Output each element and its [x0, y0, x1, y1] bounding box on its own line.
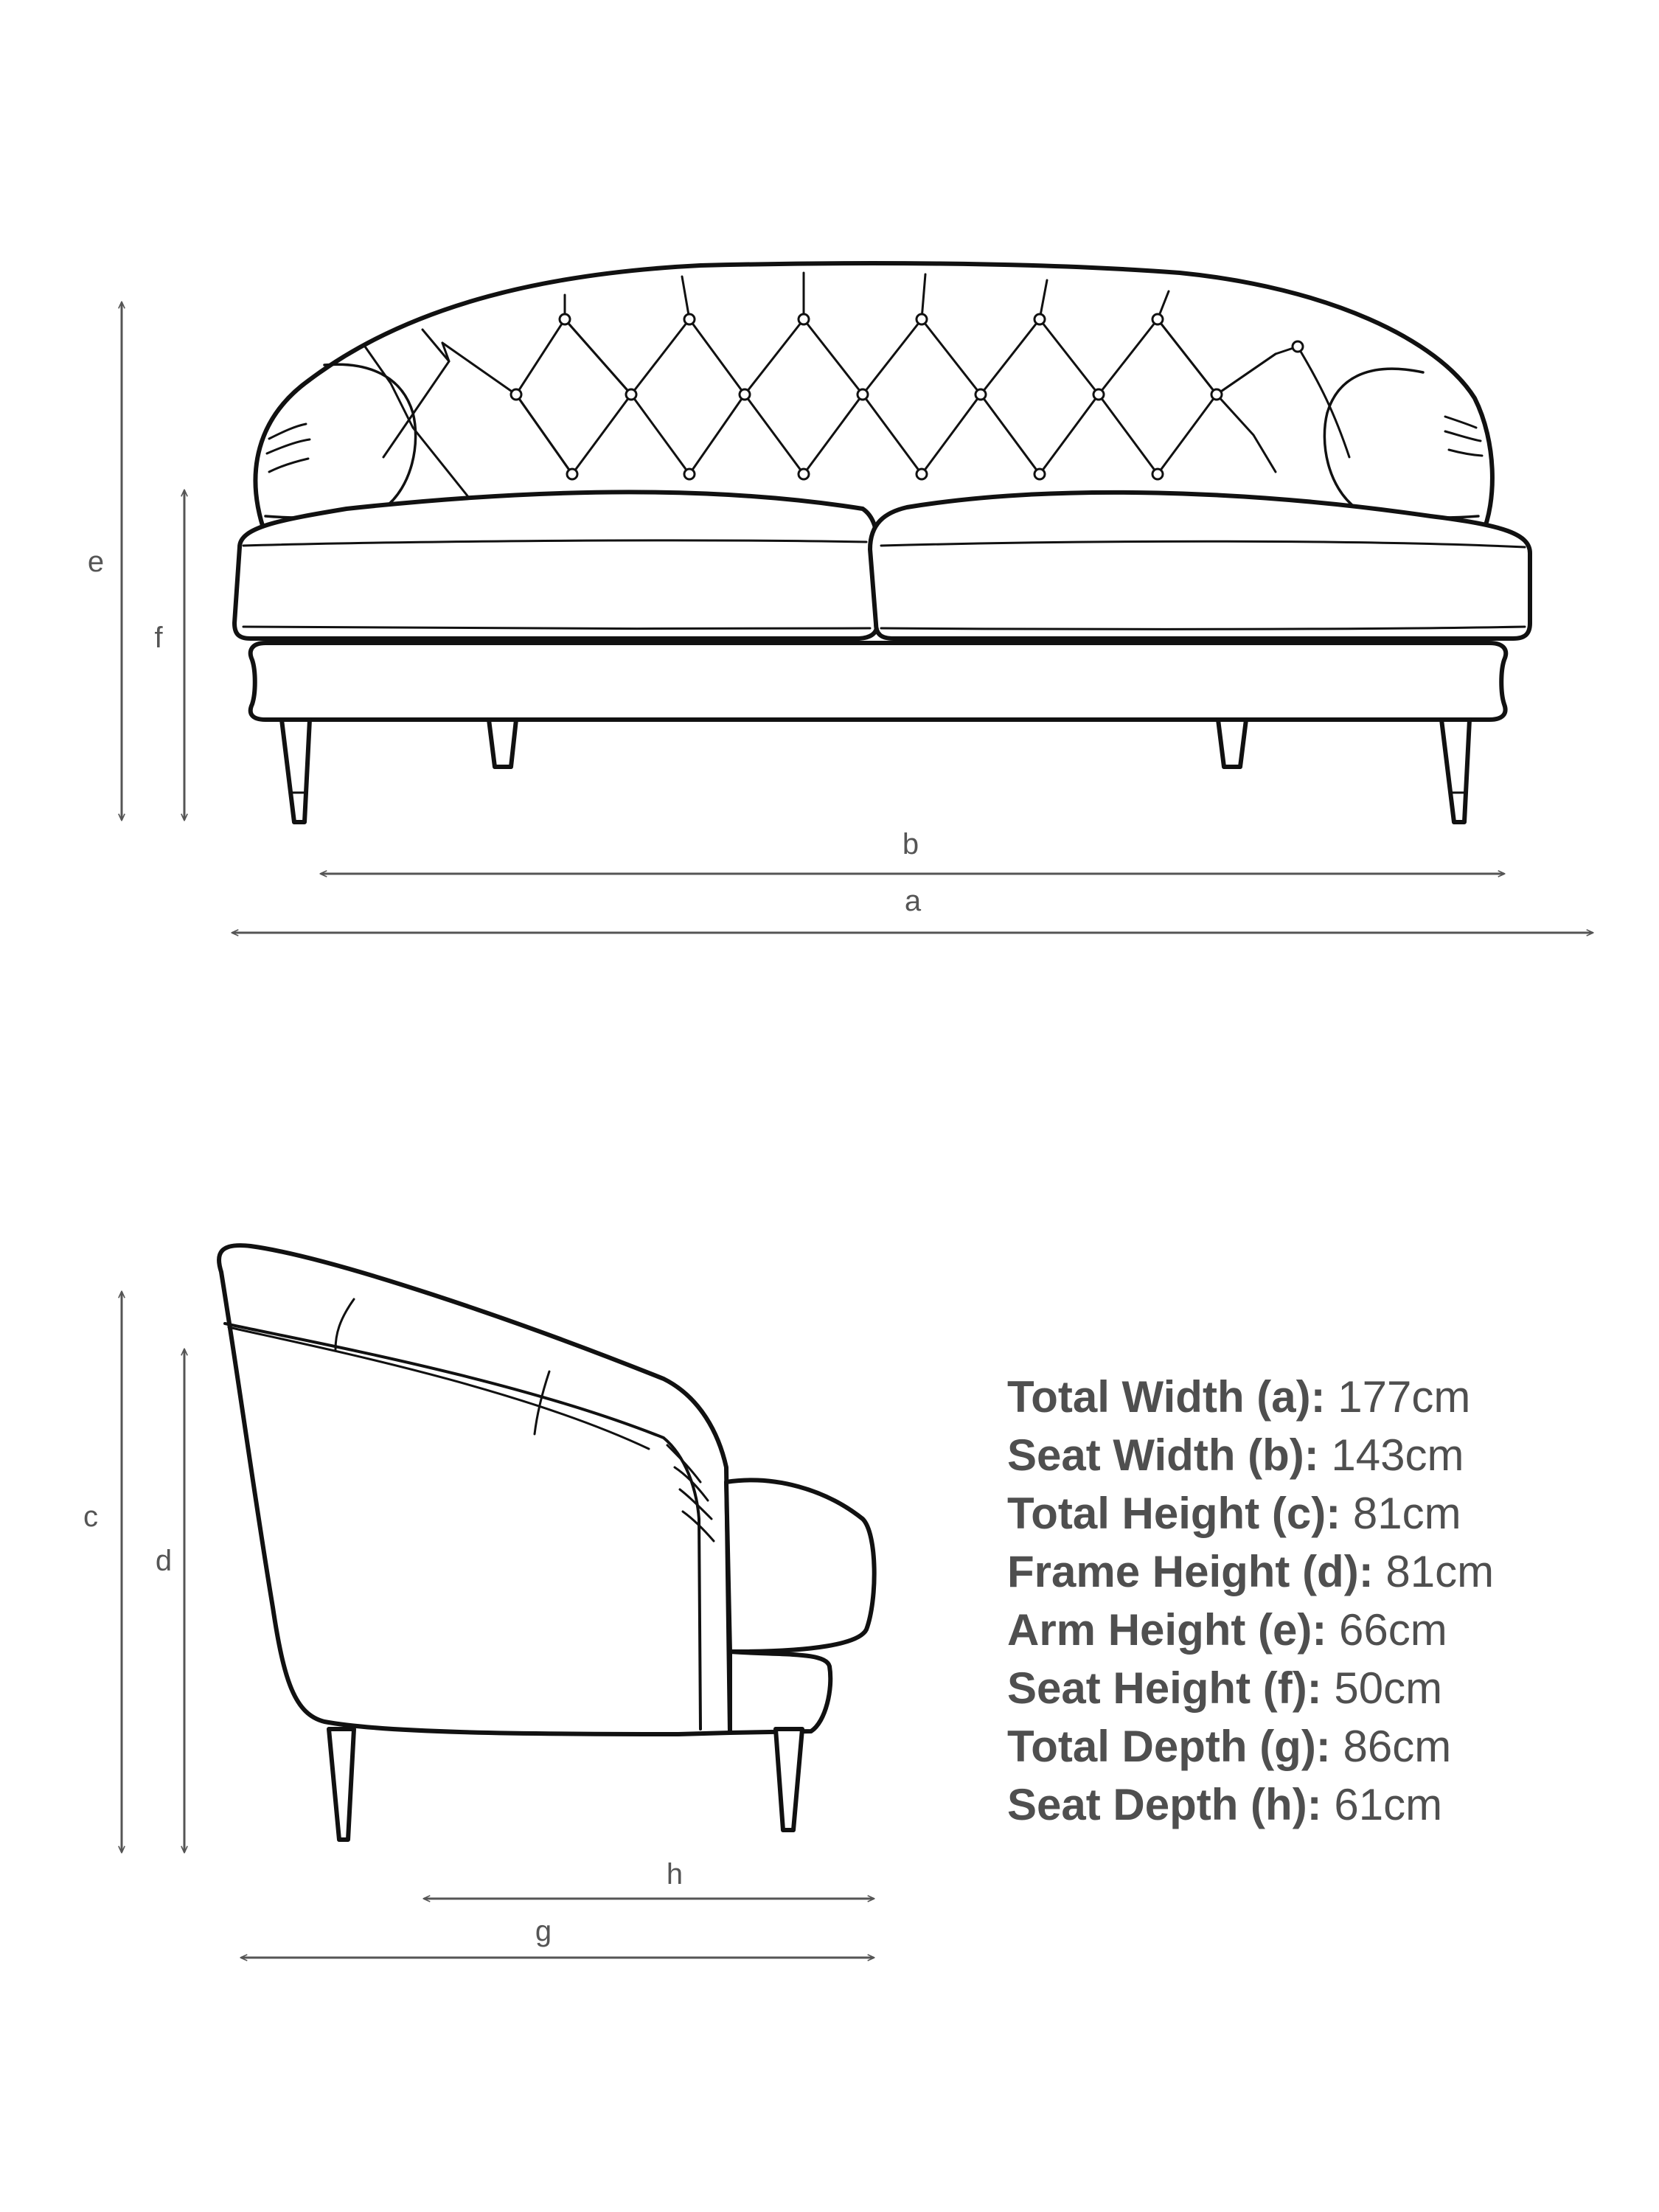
dim-label-b: b	[902, 828, 919, 860]
spec-label: Arm Height (e):	[1007, 1605, 1327, 1655]
spec-seat-depth	[1007, 1775, 1641, 1834]
sofa-back-outline	[256, 263, 1492, 535]
spec-label: Frame Height (d):	[1007, 1547, 1374, 1596]
spec-value: 61cm	[1321, 1780, 1443, 1829]
spec-label: Total Depth (g):	[1007, 1722, 1331, 1771]
side-body-outline	[219, 1245, 730, 1734]
sofa-leg-back-left	[489, 720, 516, 767]
dim-label-d: d	[155, 1545, 173, 1577]
dim-label-c: c	[83, 1500, 98, 1533]
right-seat-cushion	[870, 493, 1530, 639]
spec-total-height	[1007, 1484, 1641, 1543]
spec-label: Seat Depth (h):	[1007, 1780, 1322, 1829]
spec-value: 81cm	[1340, 1489, 1461, 1538]
tufting-lines	[365, 273, 1349, 501]
dim-label-a: a	[904, 885, 922, 917]
side-arm-pleats	[667, 1445, 714, 1541]
spec-value: 50cm	[1321, 1663, 1443, 1713]
side-seat-cushion	[726, 1480, 874, 1652]
spec-seat-width	[1007, 1426, 1641, 1484]
spec-total-width	[1007, 1368, 1641, 1426]
spec-value: 177cm	[1325, 1372, 1471, 1422]
dim-label-f: f	[154, 622, 163, 654]
spec-arm-height	[1007, 1601, 1641, 1659]
spec-value: 66cm	[1326, 1605, 1447, 1655]
spec-label: Seat Width (b):	[1007, 1430, 1319, 1480]
side-leg-back	[329, 1729, 354, 1840]
right-arm-roll	[1324, 369, 1478, 518]
side-inner-back-fold	[229, 1327, 649, 1449]
spec-label: Total Height (c):	[1007, 1489, 1341, 1538]
sofa-side-view	[219, 1245, 874, 1840]
sofa-leg-front-left	[282, 720, 310, 822]
dimension-spec-list	[1007, 1368, 1641, 1834]
side-back-seam-2	[535, 1371, 549, 1434]
sofa-leg-back-right	[1218, 720, 1246, 767]
sofa-leg-front-right	[1441, 720, 1470, 822]
side-leg-front	[776, 1729, 802, 1830]
left-seat-cushion	[234, 492, 877, 639]
spec-value: 143cm	[1318, 1430, 1464, 1480]
spec-label: Total Width (a):	[1007, 1372, 1326, 1422]
side-back-seam-1	[335, 1299, 354, 1349]
spec-value: 81cm	[1373, 1547, 1495, 1596]
side-base	[730, 1652, 830, 1733]
dim-label-h: h	[666, 1858, 684, 1891]
spec-seat-height	[1007, 1659, 1641, 1717]
spec-label: Seat Height (f):	[1007, 1663, 1322, 1713]
dim-label-g: g	[535, 1915, 552, 1947]
dim-label-e: e	[87, 546, 105, 578]
sofa-front-view	[234, 263, 1530, 822]
spec-value: 86cm	[1330, 1722, 1452, 1771]
side-inner-back	[225, 1324, 700, 1729]
spec-frame-height	[1007, 1543, 1641, 1601]
sofa-base	[251, 643, 1506, 720]
arm-pleats	[267, 417, 1482, 472]
spec-total-depth	[1007, 1717, 1641, 1775]
